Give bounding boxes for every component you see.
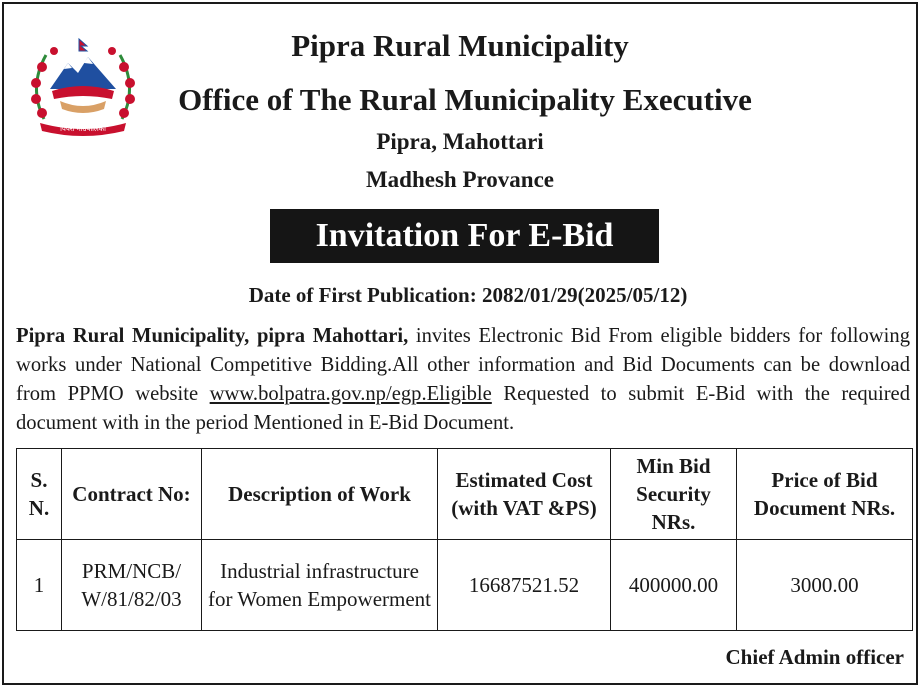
notice-page [2, 2, 918, 685]
col-header-bid-doc-price: Price of Bid Document NRs. [737, 449, 913, 540]
col-header-min-bid-security: Min Bid Security NRs. [611, 449, 737, 540]
body-text-before-link: invites Electronic Bid From eligible bidders for following works under National Competitive Bidding.All other information and Bid Documents can be download from PPMO website [16, 325, 910, 405]
svg-text:पिपरा गाउँपालिका: पिपरा गाउँपालिका [60, 125, 106, 133]
ppmo-website-link[interactable]: www.bolpatra.gov.np/egp.Eligible [209, 383, 492, 405]
cell-bid-doc-price: 3000.00 [737, 540, 913, 631]
col-header-contract-no: Contract No: [62, 449, 202, 540]
col-header-sn: S. N. [17, 449, 62, 540]
cell-sn: 1 [17, 540, 62, 631]
publication-date: Date of First Publication: 2082/01/29(2025/05/12) [248, 283, 688, 307]
cell-contract-no: PRM/NCB/ W/81/82/03 [62, 540, 202, 631]
municipality-name: Pipra Rural Municipality [291, 28, 629, 63]
body-lead: Pipra Rural Municipality, pipra Mahottari, [16, 325, 409, 347]
cell-description: Industrial infrastructure for Women Empowerment [202, 540, 438, 631]
col-header-estimated-cost: Estimated Cost (with VAT &PS) [438, 449, 611, 540]
office-name: Office of The Rural Municipality Executive [178, 82, 752, 117]
province-name: Madhesh Provance [365, 167, 555, 192]
notice-body [16, 322, 910, 438]
bid-table [16, 448, 913, 631]
cell-estimated-cost: 16687521.52 [438, 540, 611, 631]
table-header-row [17, 449, 913, 540]
office-location: Pipra, Mahottari [376, 129, 544, 154]
cell-min-bid-security: 400000.00 [611, 540, 737, 631]
notice-title-banner: Invitation For E-Bid [270, 209, 659, 263]
table-row [17, 540, 913, 631]
body-text-after-link: Requested to submit E-Bid with the required document with in the period Mentioned in E-Bid Document. [16, 383, 910, 434]
signatory-title: Chief Admin officer [725, 645, 904, 669]
col-header-description: Description of Work [202, 449, 438, 540]
